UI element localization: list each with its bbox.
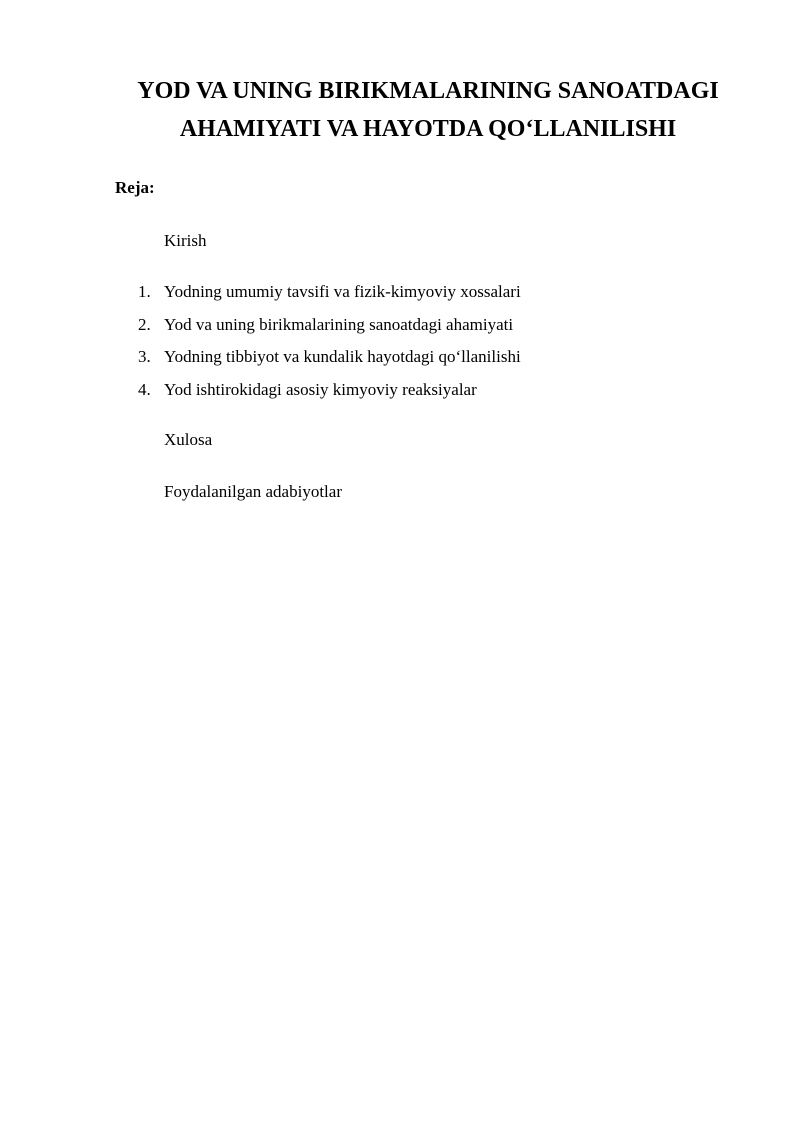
plan-item-text: Yod ishtirokidagi asosiy kimyoviy reaksiyalar — [164, 379, 477, 399]
plan-intro: Kirish — [164, 231, 207, 250]
plan-references: Foydalanilgan adabiyotlar — [164, 482, 342, 501]
plan-item-number: 2. — [138, 314, 151, 334]
plan-item-text: Yod va uning birikmalarining sanoatdagi ahamiyati — [164, 314, 514, 334]
plan-list-item — [0, 345, 800, 378]
document-title-line-1: YOD VA UNING BIRIKMALARINING SANOATDAGI — [137, 78, 719, 104]
plan-list-item — [0, 280, 800, 313]
plan-list-item — [0, 313, 800, 346]
plan-item-number: 4. — [138, 379, 151, 399]
plan-item-number: 3. — [138, 347, 151, 366]
plan-item-text: Yodning umumiy tavsifi va fizik-kimyoviy xossalari — [164, 282, 521, 301]
plan-heading: Reja: — [115, 178, 155, 197]
document-title-line-2: AHAMIYATI VA HAYOTDA QO‘LLANILISHI — [179, 116, 677, 142]
plan-list-item — [0, 378, 800, 411]
plan-list — [0, 280, 800, 410]
plan-conclusion: Xulosa — [164, 430, 213, 449]
plan-item-text: Yodning tibbiyot va kundalik hayotdagi qo‘llanilishi — [164, 347, 521, 366]
plan-item-number: 1. — [138, 282, 151, 301]
document-title — [112, 72, 744, 148]
